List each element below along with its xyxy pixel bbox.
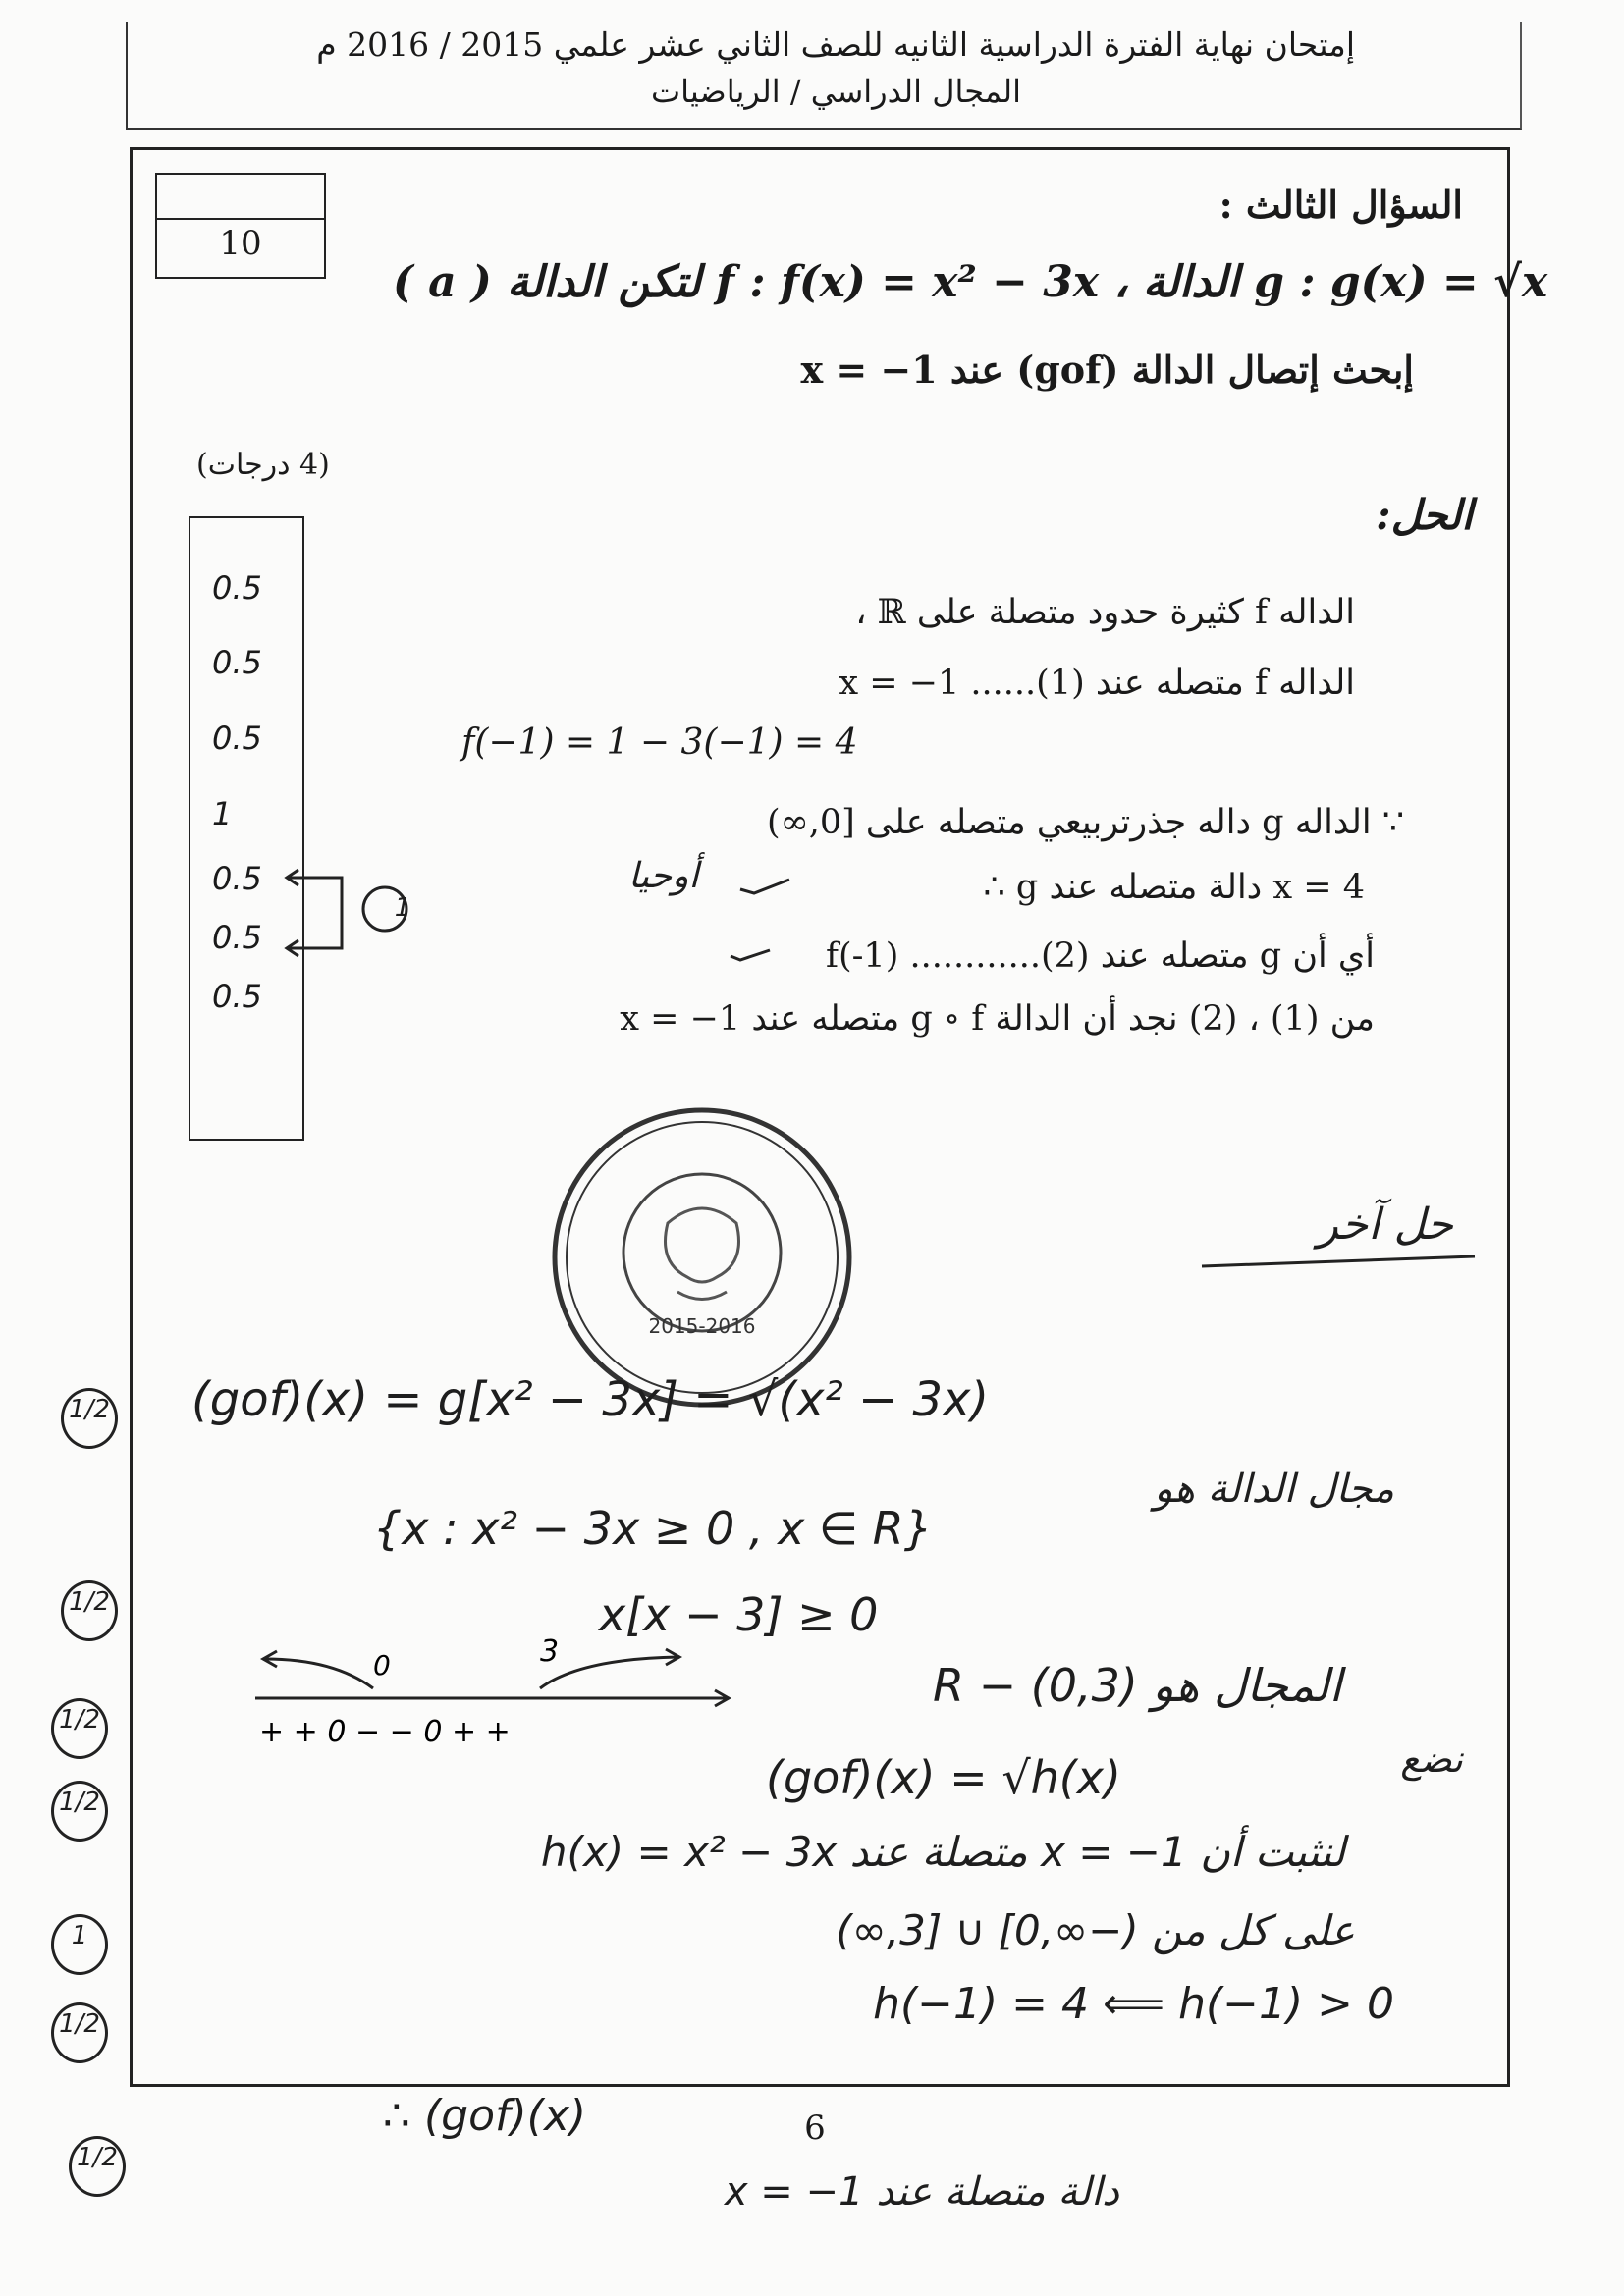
circled-score: 1/2 bbox=[51, 1698, 108, 1759]
subject-line: المجال الدراسي / الرياضيات bbox=[650, 73, 1021, 110]
score-item: 0.5 bbox=[212, 720, 262, 757]
hw-line: x[x − 3] ≥ 0 bbox=[599, 1588, 879, 1641]
score-item: 0.5 bbox=[212, 569, 262, 607]
hw-line: مجال الدالة هو bbox=[1154, 1467, 1394, 1512]
solution-line: أي أن g متصله عند f(-1) ............(2) bbox=[825, 936, 1375, 976]
page-number: 6 bbox=[804, 2109, 826, 2148]
solution-line: f(−1) = 1 − 3(−1) = 4 bbox=[461, 722, 858, 763]
circled-score: 1/2 bbox=[61, 1388, 118, 1449]
degrees-label: (4 درجات) bbox=[196, 448, 330, 482]
hw-line: (gof)(x) = g[x² − 3x] = √(x² − 3x) bbox=[191, 1372, 990, 1427]
solution-line: ∵ الداله g داله جذرتربيعي متصله على [0,∞) bbox=[766, 803, 1404, 842]
official-stamp bbox=[550, 1105, 854, 1410]
svg-text:2015-2016: 2015-2016 bbox=[648, 1314, 756, 1338]
hw-line: على كل من (−∞,0] ∪ [3,∞) bbox=[836, 1906, 1355, 1954]
solution-line: الداله f كثيرة حدود متصلة على ℝ ، bbox=[855, 593, 1355, 632]
number-line-point: 0 bbox=[373, 1649, 391, 1682]
circled-score: 1/2 bbox=[69, 2136, 126, 2197]
hw-line: h(x) = x² − 3x متصلة عند x = −1 لنثبت أن bbox=[540, 1828, 1345, 1876]
mark-box bbox=[155, 173, 326, 279]
question-title: السؤال الثالث : bbox=[1218, 183, 1463, 227]
solution-line: الداله f متصله عند x = −1 ......(1) bbox=[839, 664, 1355, 703]
hw-line: المجال هو R − (0,3) bbox=[933, 1659, 1342, 1712]
total-mark: 10 bbox=[219, 224, 262, 263]
number-line-point: 3 bbox=[540, 1634, 560, 1669]
teacher-note: أوحيا bbox=[628, 856, 699, 896]
margin-circle-mark: 1 bbox=[394, 893, 411, 923]
hw-line: دالة متصلة عند x = −1 bbox=[724, 2169, 1119, 2215]
score-item: 0.5 bbox=[212, 978, 262, 1015]
check-mark-icon bbox=[736, 872, 795, 901]
circled-score: 1/2 bbox=[51, 1781, 108, 1842]
underline bbox=[1198, 1247, 1483, 1276]
score-item: 1 bbox=[212, 795, 233, 832]
hw-line: نضع bbox=[1400, 1737, 1463, 1781]
score-column bbox=[189, 516, 304, 1141]
exam-title: إمتحان نهاية الفترة الدراسية الثانيه للصف الثاني عشر علمي 2015 / 2016 م bbox=[316, 26, 1355, 64]
solution-line: من (1) ، (2) نجد أن الدالة g ∘ f متصله عند x = −1 bbox=[620, 999, 1375, 1039]
score-item: 0.5 bbox=[212, 644, 262, 681]
circled-score: 1/2 bbox=[61, 1580, 118, 1641]
solution-line: ∴ g دالة متصله عند x = 4 bbox=[983, 868, 1365, 907]
question-part-a: ( a ) لتكن الدالة f : f(x) = x² − 3x ، الدالة g : g(x) = √x bbox=[393, 257, 1548, 307]
circled-score: 1 bbox=[51, 1914, 108, 1975]
question-task: إبحث إتصال الدالة (gof) عند x = −1 bbox=[800, 347, 1414, 392]
hw-line: ∴ (gof)(x) bbox=[383, 2091, 587, 2141]
number-line bbox=[245, 1629, 736, 1757]
hw-line: (gof)(x) = √h(x) bbox=[766, 1751, 1121, 1804]
solution-label: الحل: bbox=[1376, 491, 1473, 539]
mark-box-divider bbox=[157, 218, 324, 220]
alt-solution-title: حل آخر bbox=[1317, 1200, 1453, 1250]
sign-chart: + + 0 − − 0 + + bbox=[259, 1715, 511, 1749]
hw-line: h(−1) = 4 ⟸ h(−1) > 0 bbox=[873, 1979, 1394, 2029]
circled-score: 1/2 bbox=[51, 2002, 108, 2063]
score-item: 0.5 bbox=[212, 919, 262, 956]
hw-line: {x : x² − 3x ≥ 0 , x ∈ R} bbox=[373, 1502, 933, 1555]
check-mark-icon bbox=[727, 942, 776, 966]
score-item: 0.5 bbox=[212, 860, 262, 897]
